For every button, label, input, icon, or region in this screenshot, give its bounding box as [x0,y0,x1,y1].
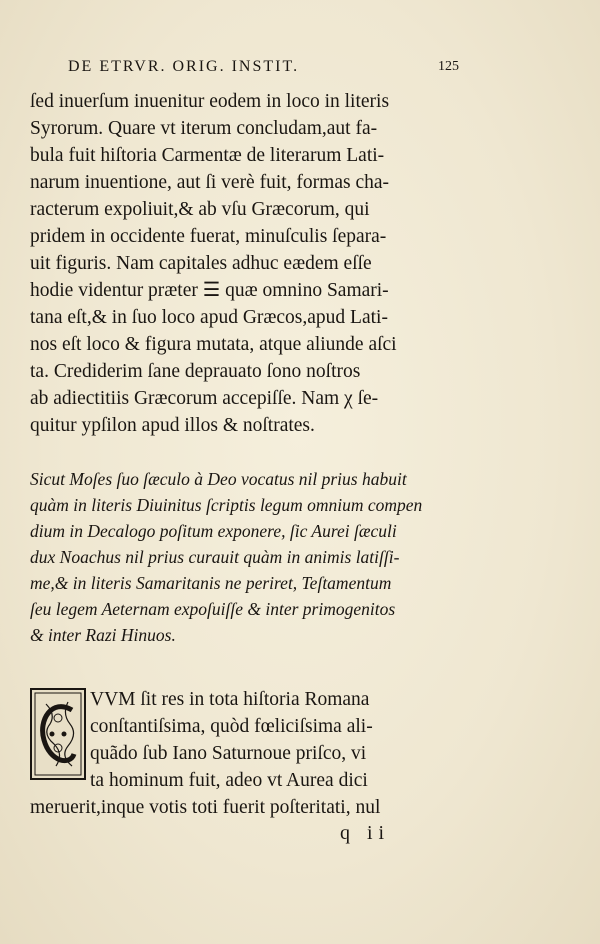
italic-line: me,& in literis Samaritanis ne periret, Teſtamentum [30,573,392,593]
body-line: hodie videntur præter ☰ quæ omnino Samari- [30,280,389,301]
new-section-text [30,686,460,821]
body-line: ab adiectitiis Græcorum accepiſſe. Nam χ ſe- [30,388,379,409]
body-line: nos eſt loco & figura mutata, atque aliunde aſci [30,334,397,355]
body-line: pridem in occidente fuerat, minuſculis ſepara- [30,226,387,247]
page-header [68,58,488,80]
italic-passage [30,466,460,648]
body-line: uit figuris. Nam capitales adhuc eædem eſſe [30,253,372,274]
page-number: 125 [438,59,459,74]
body-line: quitur ypſilon apud illos & noſtrates. [30,415,315,436]
italic-line: ſeu legem Aeternam expoſuiſſe & inter primogenitos [30,599,396,619]
section-line: ta hominum fuit, adeo vt Aurea dici [90,770,368,791]
section-line: meruerit,inque votis toti fuerit poſteritati, nul [30,797,381,818]
section-line: conſtantiſsima, quòd fœliciſsima ali- [90,716,373,737]
body-text [30,88,460,439]
body-line: Syrorum. Quare vt iterum concludam,aut fa- [30,118,378,139]
running-head: DE ETRVR. ORIG. INSTIT. [68,58,300,75]
body-line: tana eſt,& in ſuo loco apud Græcos,apud Lati- [30,307,388,328]
section-line: VVM ſit res in tota hiſtoria Romana [90,689,370,710]
body-line: racterum expoliuit,& ab vſu Græcorum, qui [30,199,370,220]
body-line: narum inuentione, aut ſi verè fuit, formas cha- [30,172,389,193]
section-line: quãdo ſub Iano Saturnoue priſco, vi [90,743,367,764]
italic-line: quàm in literis Diuinitus ſcriptis legum omnium compen [30,495,423,515]
italic-line: dux Noachus nil prius curauit quàm in animis latiſſi- [30,547,400,567]
body-line: ta. Crediderim ſane deprauato ſono noſtros [30,361,361,382]
italic-line: dium in Decalogo poſitum exponere, ſic Aurei ſæculi [30,521,397,541]
italic-line: Sicut Moſes ſuo ſæculo à Deo vocatus nil prius habuit [30,469,407,489]
body-line: bula fuit hiſtoria Carmentæ de literarum Lati- [30,145,385,166]
signature-mark: q ii [340,822,391,844]
body-line: ſed inuerſum inuenitur eodem in loco in literis [30,91,390,112]
italic-line: & inter Razi Hinuos. [30,625,176,645]
